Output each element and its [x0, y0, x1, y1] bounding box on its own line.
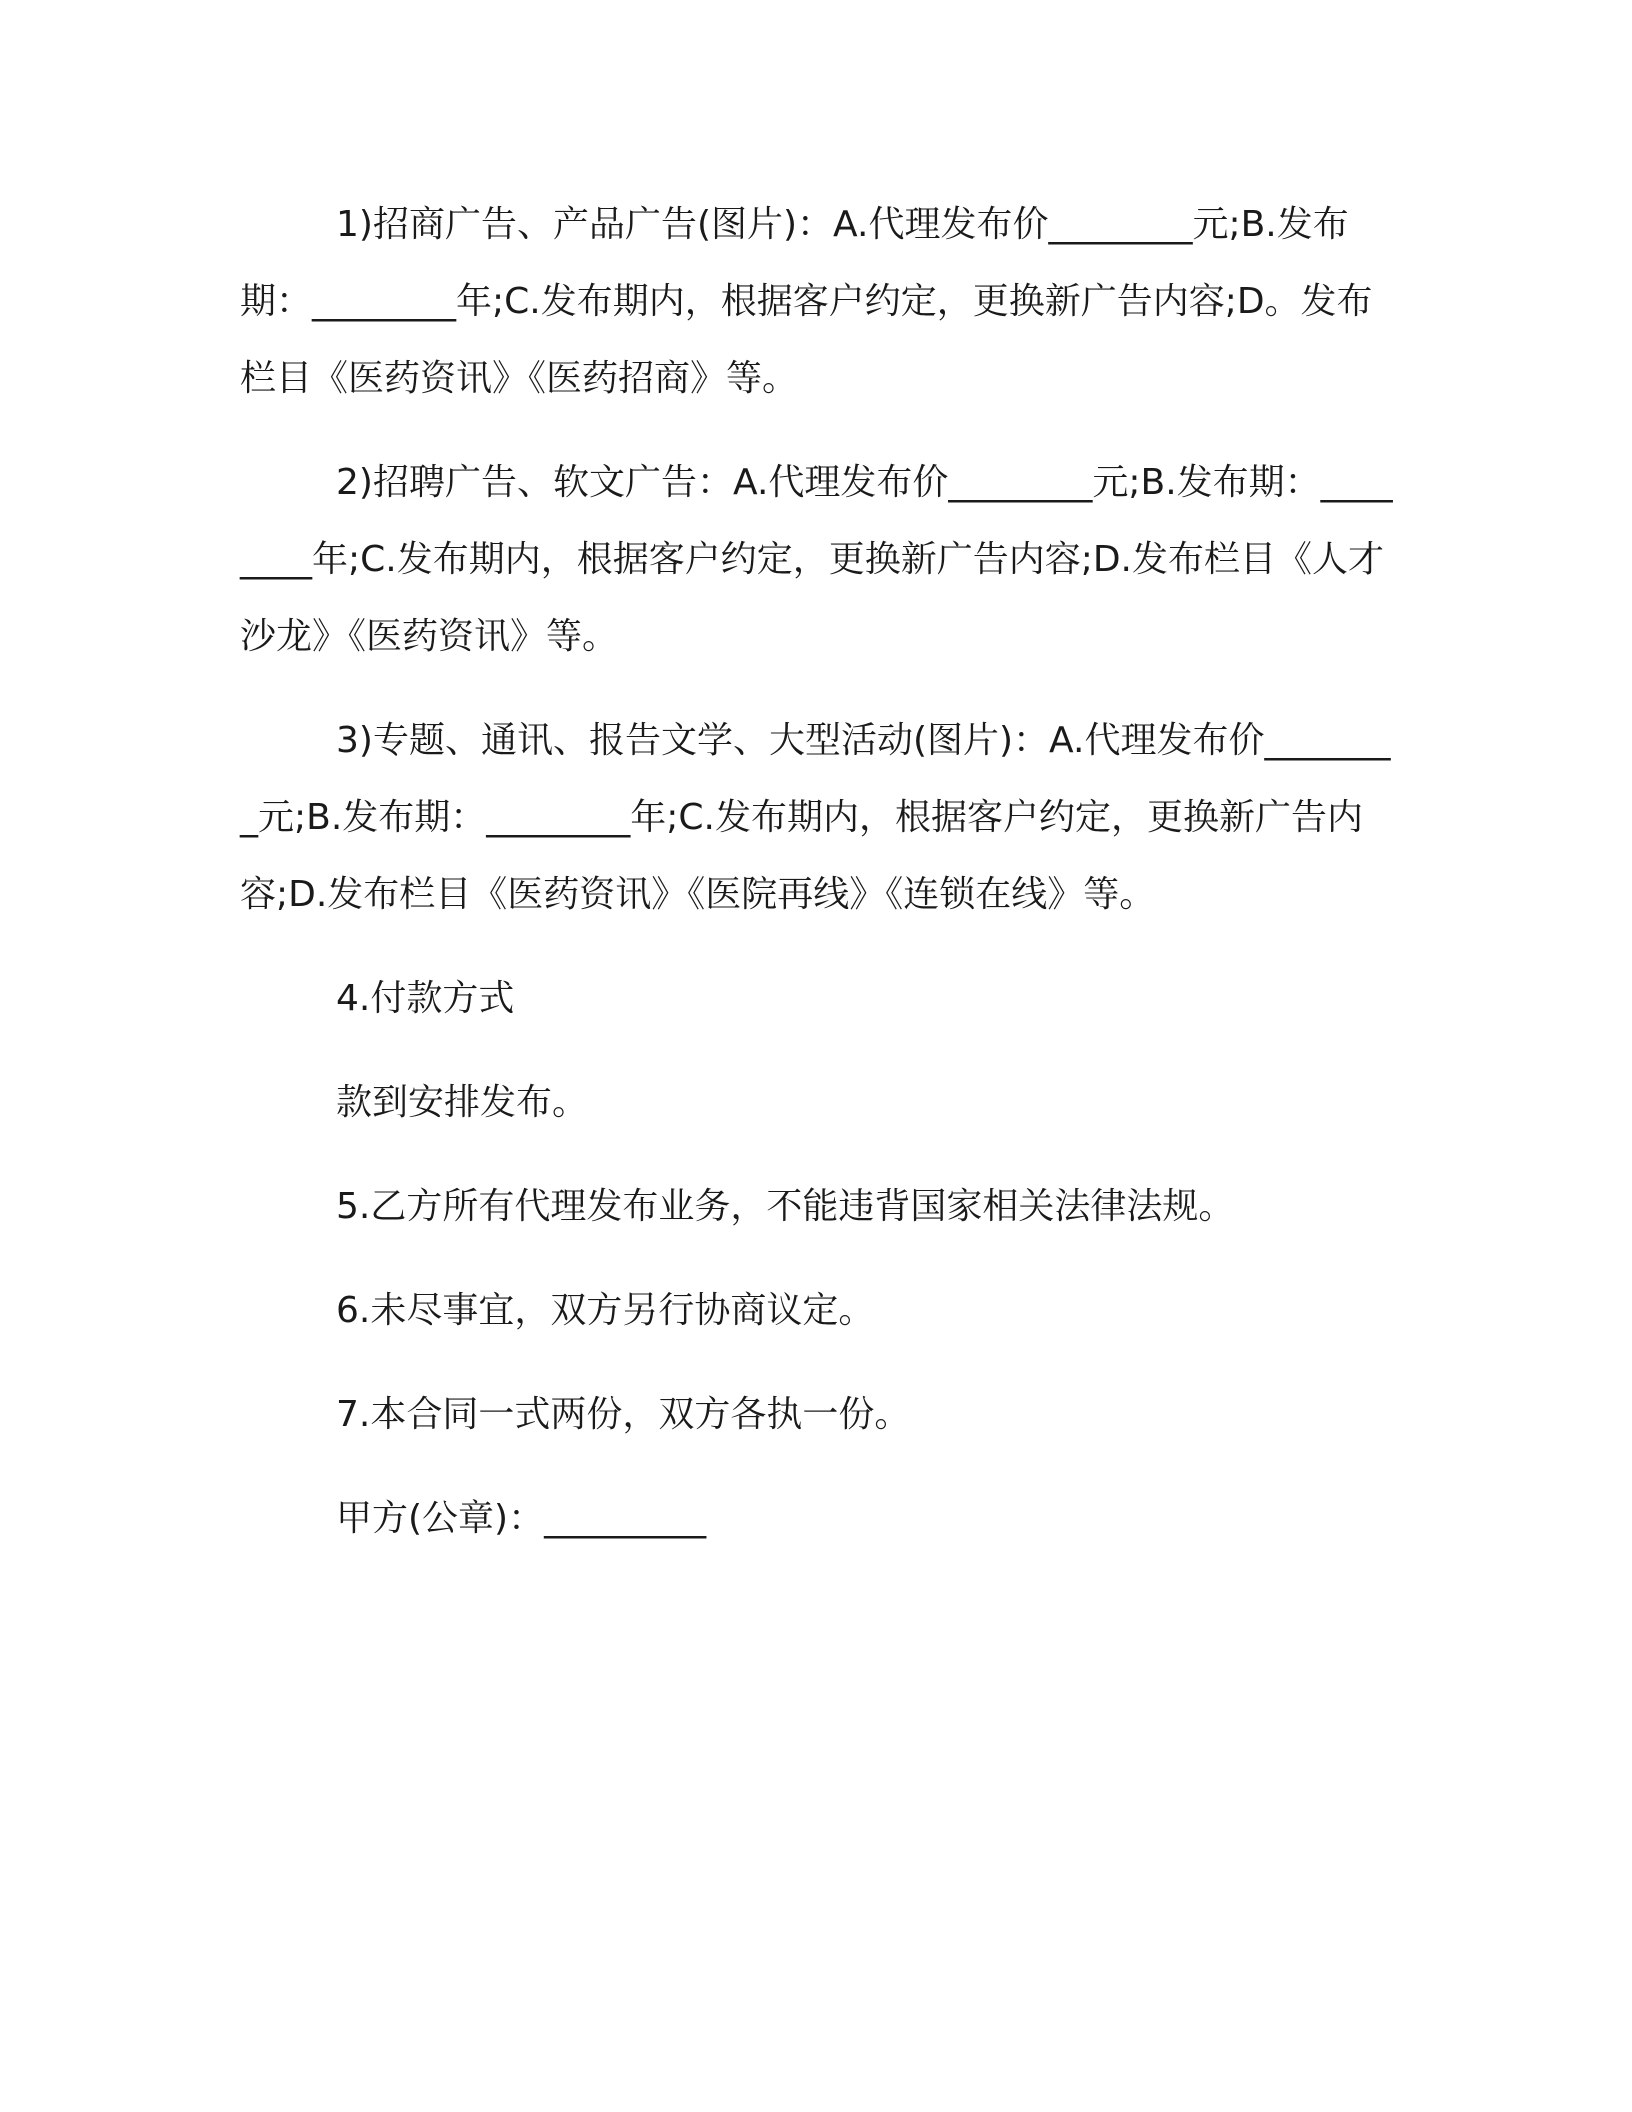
payment-method-text: 款到安排发布。 — [336, 1082, 589, 1123]
party-a-seal-line: 甲方(公章)：_________ — [336, 1498, 707, 1539]
clause-paragraph-2: 2)招聘广告、软文广告：A.代理发布价________元;B.发布期：________年;C.发布期内，根据客户约定，更换新广告内容;D.发布栏目《人才沙龙》《医药资讯》等。 — [240, 462, 1393, 657]
clause-paragraph-1: 1)招商广告、产品广告(图片)：A.代理发布价________元;B.发布期：________年;C.发布期内，根据客户约定，更换新广告内容;D。发布栏目《医药资讯》《医药招商》等。 — [240, 204, 1373, 399]
clause-7: 7.本合同一式两份，双方各执一份。 — [336, 1394, 911, 1435]
document-body — [240, 186, 1400, 1584]
clause-paragraph-3: 3)专题、通讯、报告文学、大型活动(图片)：A.代理发布价________元;B.发布期：________年;C.发布期内，根据客户约定，更换新广告内容;D.发布栏目《医药资讯》《医院再线》《连锁在线》等。 — [240, 720, 1391, 915]
clause-5: 5.乙方所有代理发布业务，不能违背国家相关法律法规。 — [336, 1186, 1235, 1227]
payment-method-heading: 4.付款方式 — [336, 978, 515, 1019]
clause-6: 6.未尽事宜，双方另行协商议定。 — [336, 1290, 875, 1331]
